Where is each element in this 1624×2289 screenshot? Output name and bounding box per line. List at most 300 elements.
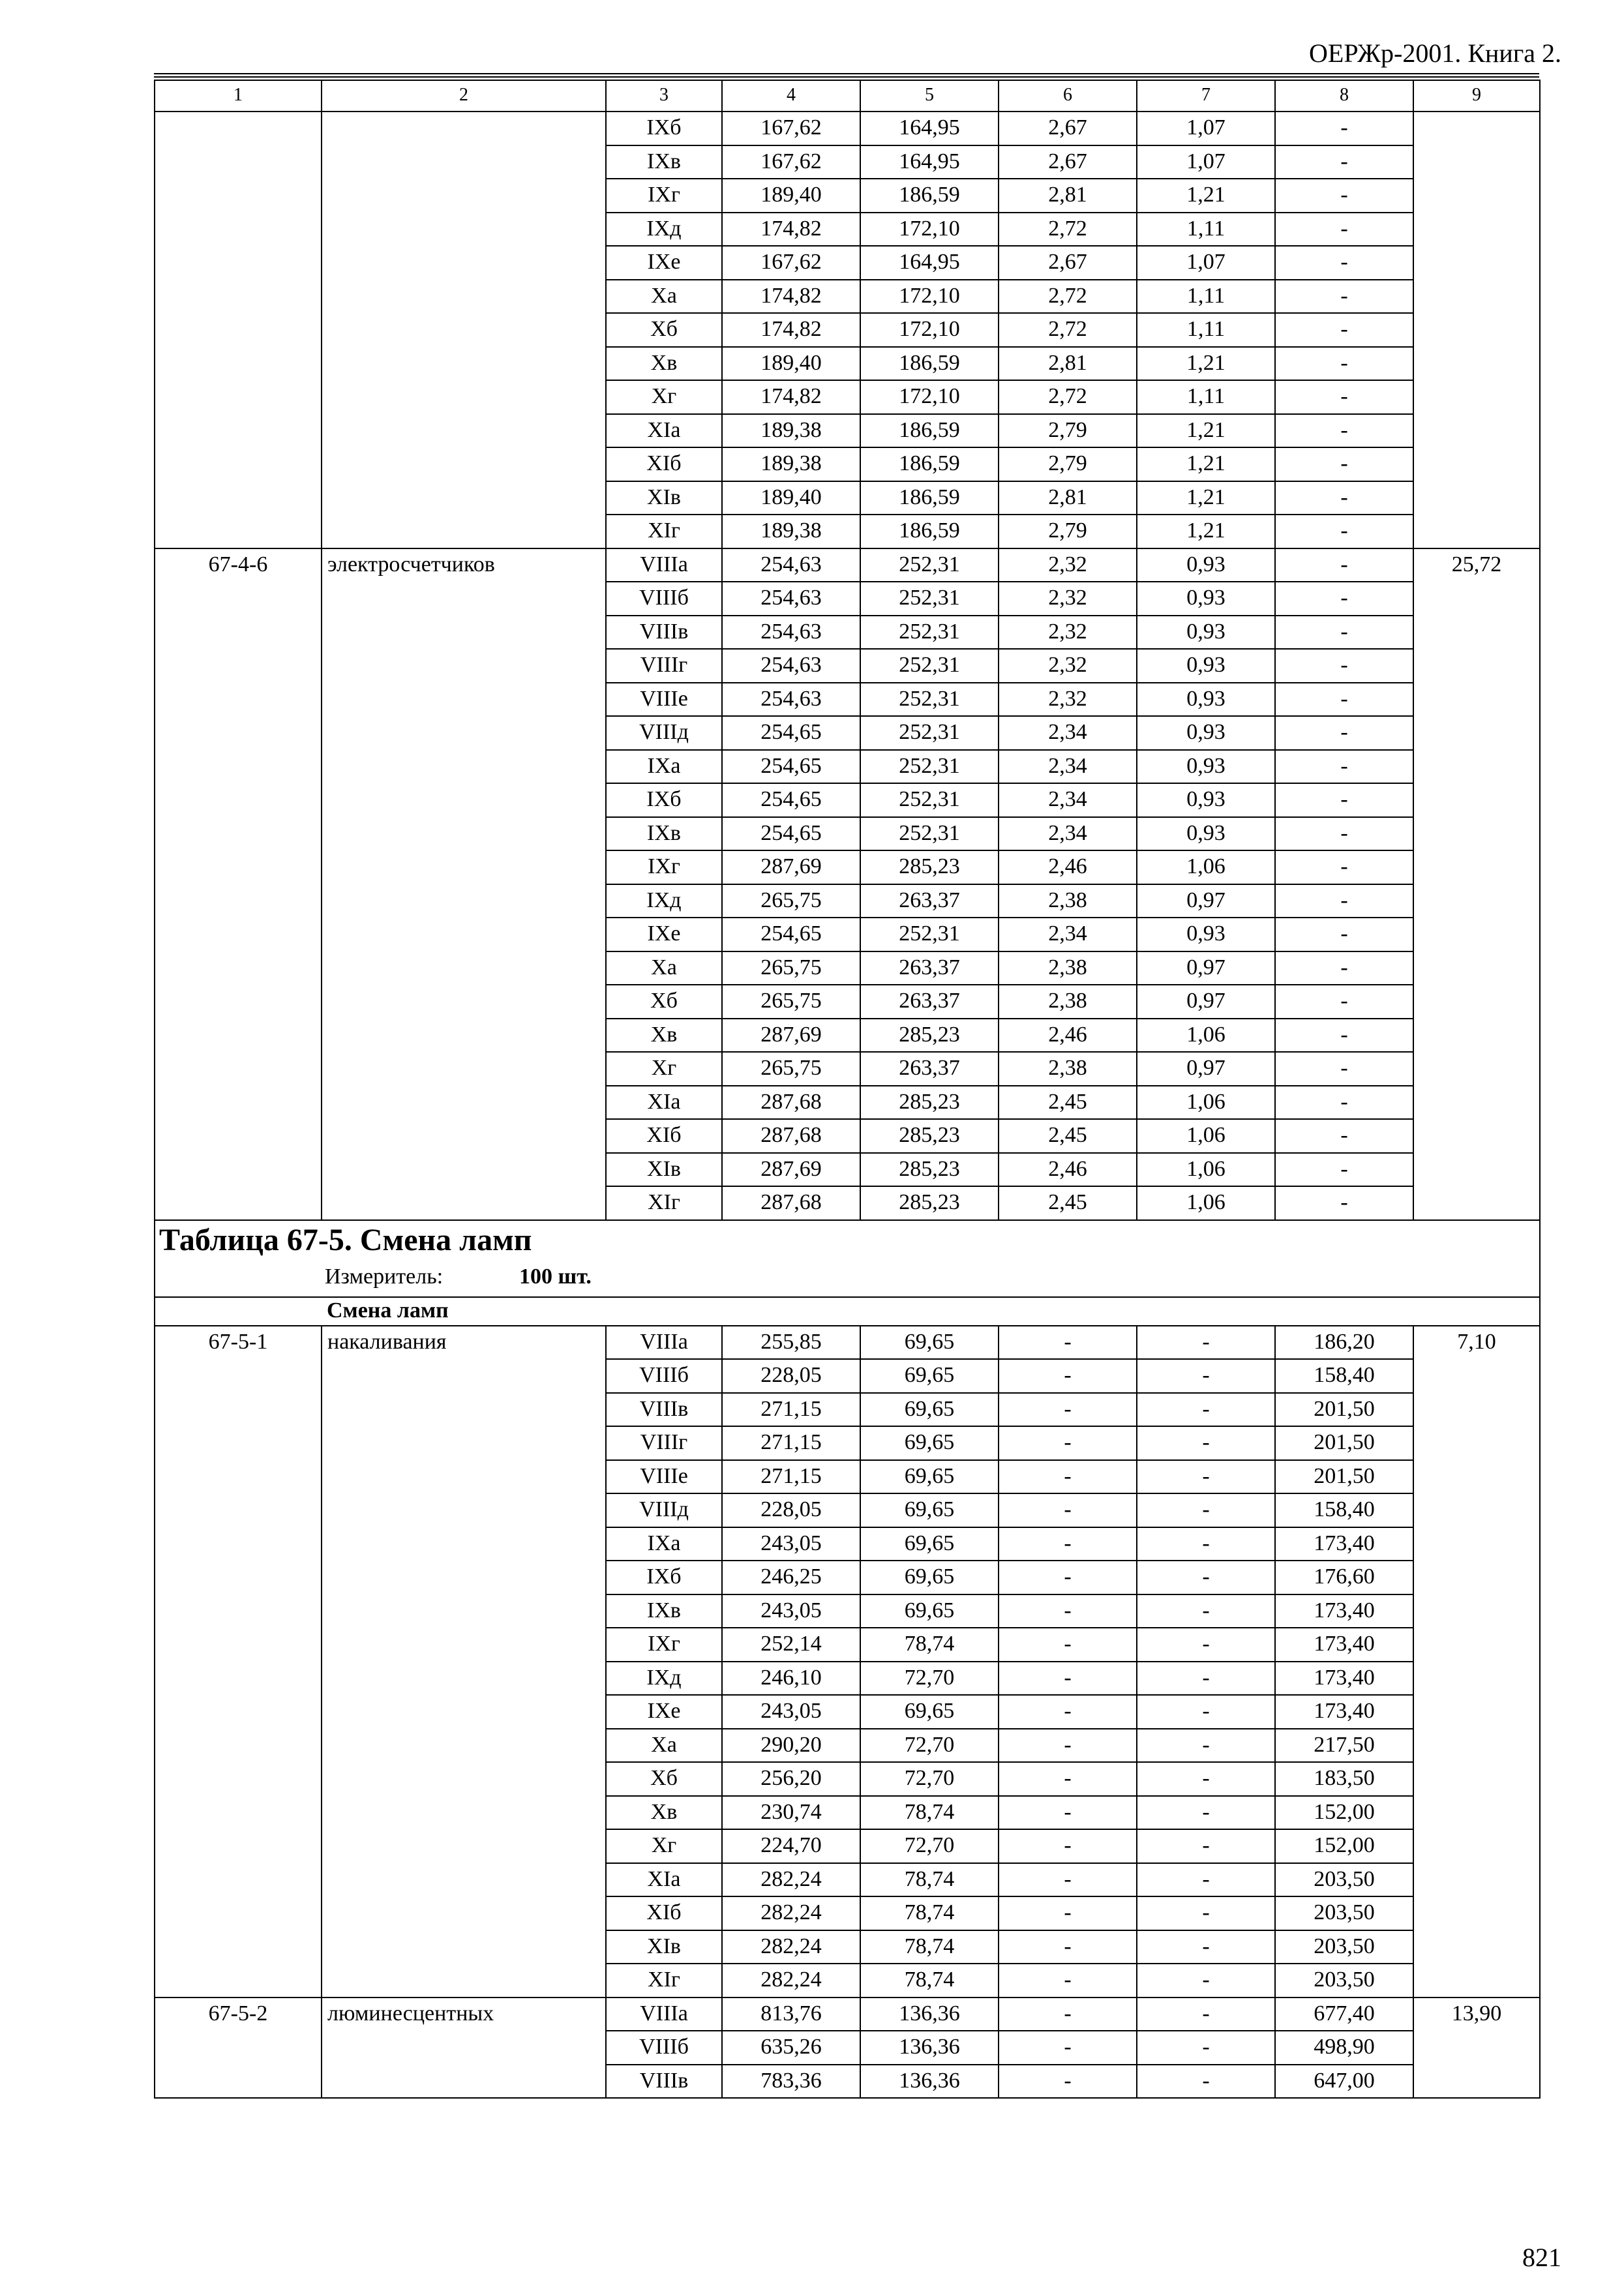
wage-cell: 69,65 xyxy=(860,1426,999,1460)
estimate-table-container xyxy=(154,80,1539,2099)
driver-wage-cell: 0,93 xyxy=(1137,716,1275,750)
code-cell: 67-5-2 xyxy=(155,1997,322,2031)
wage-cell: 164,95 xyxy=(860,145,999,179)
total-cost-cell: 243,05 xyxy=(722,1594,860,1628)
wage-cell: 69,65 xyxy=(860,1359,999,1393)
code-cell xyxy=(155,313,322,347)
code-cell xyxy=(155,112,322,145)
wage-cell: 172,10 xyxy=(860,213,999,247)
materials-cell: 186,20 xyxy=(1275,1326,1413,1360)
name-cell xyxy=(322,716,606,750)
name-cell xyxy=(322,1695,606,1729)
name-cell xyxy=(322,1086,606,1120)
wage-cell: 78,74 xyxy=(860,1796,999,1830)
machine-cell: 2,38 xyxy=(999,985,1137,1019)
wage-cell: 172,10 xyxy=(860,280,999,314)
materials-cell: - xyxy=(1275,280,1413,314)
labor-cost-cell xyxy=(1413,850,1540,884)
materials-cell: 203,50 xyxy=(1275,1964,1413,1997)
table-row xyxy=(155,683,1540,717)
labor-cost-cell xyxy=(1413,1186,1540,1220)
page-number: 821 xyxy=(1522,2243,1561,2272)
total-cost-cell: 254,63 xyxy=(722,616,860,650)
name-cell xyxy=(322,951,606,985)
materials-cell: - xyxy=(1275,1119,1413,1153)
labor-cost-cell xyxy=(1413,145,1540,179)
labor-cost-cell xyxy=(1413,985,1540,1019)
region-cell: IXг xyxy=(606,1628,722,1662)
total-cost-cell: 287,68 xyxy=(722,1186,860,1220)
total-cost-cell: 174,82 xyxy=(722,380,860,414)
table-row xyxy=(155,246,1540,280)
name-cell: люминесцентных xyxy=(322,1997,606,2031)
labor-cost-cell xyxy=(1413,783,1540,817)
region-cell: XIв xyxy=(606,481,722,515)
region-cell: Xг xyxy=(606,380,722,414)
table-row xyxy=(155,1153,1540,1187)
code-cell xyxy=(155,2031,322,2065)
labor-cost-cell xyxy=(1413,447,1540,481)
code-cell: 67-4-6 xyxy=(155,548,322,582)
materials-cell: 677,40 xyxy=(1275,1997,1413,2031)
table-row xyxy=(155,447,1540,481)
table-row xyxy=(155,1628,1540,1662)
wage-cell: 172,10 xyxy=(860,380,999,414)
materials-cell: 173,40 xyxy=(1275,1628,1413,1662)
table-body-top xyxy=(155,80,1540,1220)
materials-cell: - xyxy=(1275,649,1413,683)
driver-wage-cell: - xyxy=(1137,1964,1275,1997)
labor-cost-cell: 7,10 xyxy=(1413,1326,1540,1360)
region-cell: Xв xyxy=(606,1019,722,1053)
wage-cell: 164,95 xyxy=(860,112,999,145)
region-cell: IXб xyxy=(606,112,722,145)
name-cell xyxy=(322,1594,606,1628)
region-cell: Xа xyxy=(606,1729,722,1763)
total-cost-cell: 254,65 xyxy=(722,716,860,750)
labor-cost-cell xyxy=(1413,481,1540,515)
region-cell: IXг xyxy=(606,179,722,213)
table-row xyxy=(155,313,1540,347)
labor-cost-cell xyxy=(1413,414,1540,448)
total-cost-cell: 635,26 xyxy=(722,2031,860,2065)
machine-cell: - xyxy=(999,1930,1137,1964)
code-cell xyxy=(155,280,322,314)
table-row xyxy=(155,1594,1540,1628)
table-row xyxy=(155,582,1540,616)
driver-wage-cell: - xyxy=(1137,1426,1275,1460)
materials-cell: - xyxy=(1275,1153,1413,1187)
name-cell xyxy=(322,2065,606,2099)
total-cost-cell: 282,24 xyxy=(722,1863,860,1897)
machine-cell: 2,67 xyxy=(999,145,1137,179)
labor-cost-cell xyxy=(1413,1762,1540,1796)
wage-cell: 78,74 xyxy=(860,1896,999,1930)
measure-label: Измеритель: xyxy=(325,1264,444,1289)
materials-cell: 152,00 xyxy=(1275,1796,1413,1830)
wage-cell: 285,23 xyxy=(860,1119,999,1153)
machine-cell: 2,32 xyxy=(999,548,1137,582)
total-cost-cell: 282,24 xyxy=(722,1896,860,1930)
materials-cell: - xyxy=(1275,918,1413,951)
code-cell xyxy=(155,1153,322,1187)
name-cell xyxy=(322,1393,606,1427)
machine-cell: - xyxy=(999,1426,1137,1460)
driver-wage-cell: 1,06 xyxy=(1137,1186,1275,1220)
labor-cost-cell xyxy=(1413,750,1540,784)
region-cell: Xб xyxy=(606,313,722,347)
wage-cell: 285,23 xyxy=(860,1019,999,1053)
total-cost-cell: 189,38 xyxy=(722,515,860,548)
labor-cost-cell xyxy=(1413,1426,1540,1460)
machine-cell: - xyxy=(999,1393,1137,1427)
labor-cost-cell xyxy=(1413,1052,1540,1086)
total-cost-cell: 265,75 xyxy=(722,884,860,918)
region-cell: VIIIг xyxy=(606,649,722,683)
labor-cost-cell xyxy=(1413,616,1540,650)
labor-cost-cell xyxy=(1413,1829,1540,1863)
machine-cell: 2,67 xyxy=(999,112,1137,145)
machine-cell: - xyxy=(999,2031,1137,2065)
name-cell xyxy=(322,1460,606,1494)
driver-wage-cell: 1,06 xyxy=(1137,1153,1275,1187)
driver-wage-cell: 0,93 xyxy=(1137,616,1275,650)
region-cell: XIб xyxy=(606,1896,722,1930)
wage-cell: 72,70 xyxy=(860,1729,999,1763)
machine-cell: 2,38 xyxy=(999,951,1137,985)
total-cost-cell: 167,62 xyxy=(722,246,860,280)
labor-cost-cell xyxy=(1413,1493,1540,1527)
code-cell xyxy=(155,716,322,750)
table-row xyxy=(155,112,1540,145)
table-row xyxy=(155,1493,1540,1527)
code-cell xyxy=(155,1493,322,1527)
driver-wage-cell: - xyxy=(1137,1896,1275,1930)
code-cell xyxy=(155,179,322,213)
total-cost-cell: 189,38 xyxy=(722,414,860,448)
name-cell xyxy=(322,1493,606,1527)
region-cell: IXв xyxy=(606,145,722,179)
machine-cell: 2,38 xyxy=(999,884,1137,918)
table-row xyxy=(155,1964,1540,1997)
labor-cost-cell xyxy=(1413,1153,1540,1187)
driver-wage-cell: 1,21 xyxy=(1137,347,1275,381)
labor-cost-cell xyxy=(1413,1930,1540,1964)
name-cell xyxy=(322,280,606,314)
table-row xyxy=(155,179,1540,213)
region-cell: VIIIб xyxy=(606,582,722,616)
table-row xyxy=(155,1729,1540,1763)
name-cell xyxy=(322,1829,606,1863)
region-cell: IXд xyxy=(606,884,722,918)
materials-cell: 203,50 xyxy=(1275,1896,1413,1930)
table-row xyxy=(155,280,1540,314)
name-cell xyxy=(322,1662,606,1696)
wage-cell: 69,65 xyxy=(860,1460,999,1494)
machine-cell: - xyxy=(999,1829,1137,1863)
total-cost-cell: 243,05 xyxy=(722,1527,860,1561)
code-cell xyxy=(155,515,322,548)
materials-cell: 203,50 xyxy=(1275,1863,1413,1897)
code-cell xyxy=(155,918,322,951)
labor-cost-cell xyxy=(1413,1695,1540,1729)
materials-cell: - xyxy=(1275,716,1413,750)
total-cost-cell: 265,75 xyxy=(722,985,860,1019)
labor-cost-cell xyxy=(1413,1628,1540,1662)
table-row xyxy=(155,1863,1540,1897)
labor-cost-cell xyxy=(1413,1359,1540,1393)
wage-cell: 285,23 xyxy=(860,1153,999,1187)
name-cell xyxy=(322,1628,606,1662)
machine-cell: 2,46 xyxy=(999,850,1137,884)
wage-cell: 69,65 xyxy=(860,1561,999,1594)
labor-cost-cell: 25,72 xyxy=(1413,548,1540,582)
wage-cell: 252,31 xyxy=(860,716,999,750)
driver-wage-cell: 1,11 xyxy=(1137,213,1275,247)
table-row xyxy=(155,1662,1540,1696)
driver-wage-cell: 0,93 xyxy=(1137,817,1275,851)
region-cell: IXе xyxy=(606,1695,722,1729)
total-cost-cell: 228,05 xyxy=(722,1359,860,1393)
measure-line xyxy=(155,1260,1539,1291)
region-cell: Xб xyxy=(606,1762,722,1796)
labor-cost-cell xyxy=(1413,683,1540,717)
region-cell: XIв xyxy=(606,1930,722,1964)
wage-cell: 69,65 xyxy=(860,1393,999,1427)
machine-cell: - xyxy=(999,1695,1137,1729)
wage-cell: 186,59 xyxy=(860,481,999,515)
driver-wage-cell: 1,11 xyxy=(1137,313,1275,347)
machine-cell: 2,67 xyxy=(999,246,1137,280)
wage-cell: 263,37 xyxy=(860,951,999,985)
total-cost-cell: 783,36 xyxy=(722,2065,860,2099)
driver-wage-cell: 1,07 xyxy=(1137,246,1275,280)
region-cell: VIIIа xyxy=(606,1326,722,1360)
column-number: 7 xyxy=(1137,80,1275,112)
name-cell xyxy=(322,414,606,448)
table-row xyxy=(155,783,1540,817)
table-row xyxy=(155,347,1540,381)
name-cell xyxy=(322,1186,606,1220)
table-row xyxy=(155,1460,1540,1494)
table-row xyxy=(155,985,1540,1019)
labor-cost-cell xyxy=(1413,817,1540,851)
machine-cell: 2,34 xyxy=(999,716,1137,750)
labor-cost-cell xyxy=(1413,1119,1540,1153)
machine-cell: - xyxy=(999,1997,1137,2031)
table-row xyxy=(155,716,1540,750)
total-cost-cell: 265,75 xyxy=(722,1052,860,1086)
code-cell xyxy=(155,1628,322,1662)
labor-cost-cell xyxy=(1413,1662,1540,1696)
labor-cost-cell xyxy=(1413,2031,1540,2065)
region-cell: XIа xyxy=(606,414,722,448)
column-number: 1 xyxy=(155,80,322,112)
table-row xyxy=(155,1393,1540,1427)
table-row xyxy=(155,1561,1540,1594)
total-cost-cell: 174,82 xyxy=(722,213,860,247)
wage-cell: 252,31 xyxy=(860,582,999,616)
region-cell: XIа xyxy=(606,1863,722,1897)
driver-wage-cell: 1,21 xyxy=(1137,481,1275,515)
machine-cell: 2,79 xyxy=(999,414,1137,448)
code-cell xyxy=(155,1119,322,1153)
region-cell: IXб xyxy=(606,1561,722,1594)
table-row xyxy=(155,145,1540,179)
name-cell xyxy=(322,783,606,817)
total-cost-cell: 189,38 xyxy=(722,447,860,481)
materials-cell: - xyxy=(1275,884,1413,918)
machine-cell: - xyxy=(999,1762,1137,1796)
materials-cell: - xyxy=(1275,1186,1413,1220)
code-cell xyxy=(155,2065,322,2099)
code-cell xyxy=(155,1964,322,1997)
labor-cost-cell xyxy=(1413,313,1540,347)
labor-cost-cell xyxy=(1413,1594,1540,1628)
section-title: Таблица 67-5. Смена ламп xyxy=(159,1222,532,1257)
code-cell xyxy=(155,1695,322,1729)
wage-cell: 136,36 xyxy=(860,2065,999,2099)
column-number: 2 xyxy=(322,80,606,112)
name-cell xyxy=(322,1052,606,1086)
wage-cell: 285,23 xyxy=(860,1086,999,1120)
region-cell: IXв xyxy=(606,817,722,851)
wage-cell: 263,37 xyxy=(860,884,999,918)
materials-cell: - xyxy=(1275,1086,1413,1120)
wage-cell: 136,36 xyxy=(860,1997,999,2031)
driver-wage-cell: 1,21 xyxy=(1137,515,1275,548)
code-cell xyxy=(155,1662,322,1696)
region-cell: VIIIв xyxy=(606,2065,722,2099)
wage-cell: 72,70 xyxy=(860,1662,999,1696)
code-cell xyxy=(155,481,322,515)
region-cell: Xг xyxy=(606,1829,722,1863)
code-cell xyxy=(155,951,322,985)
machine-cell: 2,79 xyxy=(999,515,1137,548)
code-cell xyxy=(155,1896,322,1930)
total-cost-cell: 189,40 xyxy=(722,347,860,381)
region-cell: VIIIд xyxy=(606,1493,722,1527)
name-cell xyxy=(322,884,606,918)
table-row xyxy=(155,1796,1540,1830)
wage-cell: 72,70 xyxy=(860,1762,999,1796)
materials-cell: - xyxy=(1275,582,1413,616)
materials-cell: 152,00 xyxy=(1275,1829,1413,1863)
materials-cell: 183,50 xyxy=(1275,1762,1413,1796)
materials-cell: - xyxy=(1275,985,1413,1019)
table-row xyxy=(155,1019,1540,1053)
machine-cell: 2,79 xyxy=(999,447,1137,481)
code-cell xyxy=(155,582,322,616)
labor-cost-cell xyxy=(1413,582,1540,616)
total-cost-cell: 271,15 xyxy=(722,1393,860,1427)
total-cost-cell: 813,76 xyxy=(722,1997,860,2031)
table-row xyxy=(155,1896,1540,1930)
code-cell xyxy=(155,1561,322,1594)
table-row xyxy=(155,817,1540,851)
table-body-bottom xyxy=(155,1326,1540,2099)
region-cell: XIб xyxy=(606,447,722,481)
machine-cell: - xyxy=(999,1863,1137,1897)
driver-wage-cell: 1,06 xyxy=(1137,1119,1275,1153)
name-cell xyxy=(322,1019,606,1053)
labor-cost-cell xyxy=(1413,918,1540,951)
code-cell xyxy=(155,380,322,414)
labor-cost-cell xyxy=(1413,1729,1540,1763)
labor-cost-cell xyxy=(1413,213,1540,247)
name-cell xyxy=(322,213,606,247)
labor-cost-cell: 13,90 xyxy=(1413,1997,1540,2031)
wage-cell: 69,65 xyxy=(860,1594,999,1628)
machine-cell: 2,46 xyxy=(999,1019,1137,1053)
labor-cost-cell xyxy=(1413,179,1540,213)
driver-wage-cell: - xyxy=(1137,1997,1275,2031)
code-cell xyxy=(155,683,322,717)
materials-cell: - xyxy=(1275,347,1413,381)
machine-cell: - xyxy=(999,1326,1137,1360)
region-cell: Xв xyxy=(606,1796,722,1830)
code-cell xyxy=(155,1186,322,1220)
wage-cell: 164,95 xyxy=(860,246,999,280)
code-cell xyxy=(155,1594,322,1628)
code-cell xyxy=(155,213,322,247)
code-cell xyxy=(155,649,322,683)
driver-wage-cell: - xyxy=(1137,1460,1275,1494)
labor-cost-cell xyxy=(1413,1561,1540,1594)
machine-cell: 2,81 xyxy=(999,347,1137,381)
wage-cell: 263,37 xyxy=(860,1052,999,1086)
total-cost-cell: 174,82 xyxy=(722,313,860,347)
machine-cell: 2,72 xyxy=(999,380,1137,414)
machine-cell: 2,45 xyxy=(999,1119,1137,1153)
region-cell: XIа xyxy=(606,1086,722,1120)
name-cell xyxy=(322,1426,606,1460)
labor-cost-cell xyxy=(1413,1460,1540,1494)
materials-cell: - xyxy=(1275,380,1413,414)
region-cell: IXг xyxy=(606,850,722,884)
table-row xyxy=(155,481,1540,515)
labor-cost-cell xyxy=(1413,716,1540,750)
machine-cell: 2,34 xyxy=(999,750,1137,784)
table-row xyxy=(155,1762,1540,1796)
driver-wage-cell: 0,93 xyxy=(1137,548,1275,582)
labor-cost-cell xyxy=(1413,1896,1540,1930)
table-row xyxy=(155,1426,1540,1460)
name-cell xyxy=(322,246,606,280)
code-cell xyxy=(155,1729,322,1763)
region-cell: IXд xyxy=(606,213,722,247)
column-number: 4 xyxy=(722,80,860,112)
table-row xyxy=(155,850,1540,884)
machine-cell: 2,72 xyxy=(999,280,1137,314)
header-rule-bottom xyxy=(154,76,1539,78)
header-rule-top xyxy=(154,73,1539,74)
machine-cell: 2,81 xyxy=(999,179,1137,213)
code-cell xyxy=(155,145,322,179)
total-cost-cell: 290,20 xyxy=(722,1729,860,1763)
driver-wage-cell: - xyxy=(1137,1628,1275,1662)
materials-cell: - xyxy=(1275,447,1413,481)
wage-cell: 285,23 xyxy=(860,1186,999,1220)
driver-wage-cell: 1,21 xyxy=(1137,447,1275,481)
labor-cost-cell xyxy=(1413,1393,1540,1427)
materials-cell: - xyxy=(1275,750,1413,784)
driver-wage-cell: - xyxy=(1137,1863,1275,1897)
total-cost-cell: 243,05 xyxy=(722,1695,860,1729)
table-row xyxy=(155,1186,1540,1220)
code-cell xyxy=(155,1863,322,1897)
materials-cell: 158,40 xyxy=(1275,1493,1413,1527)
